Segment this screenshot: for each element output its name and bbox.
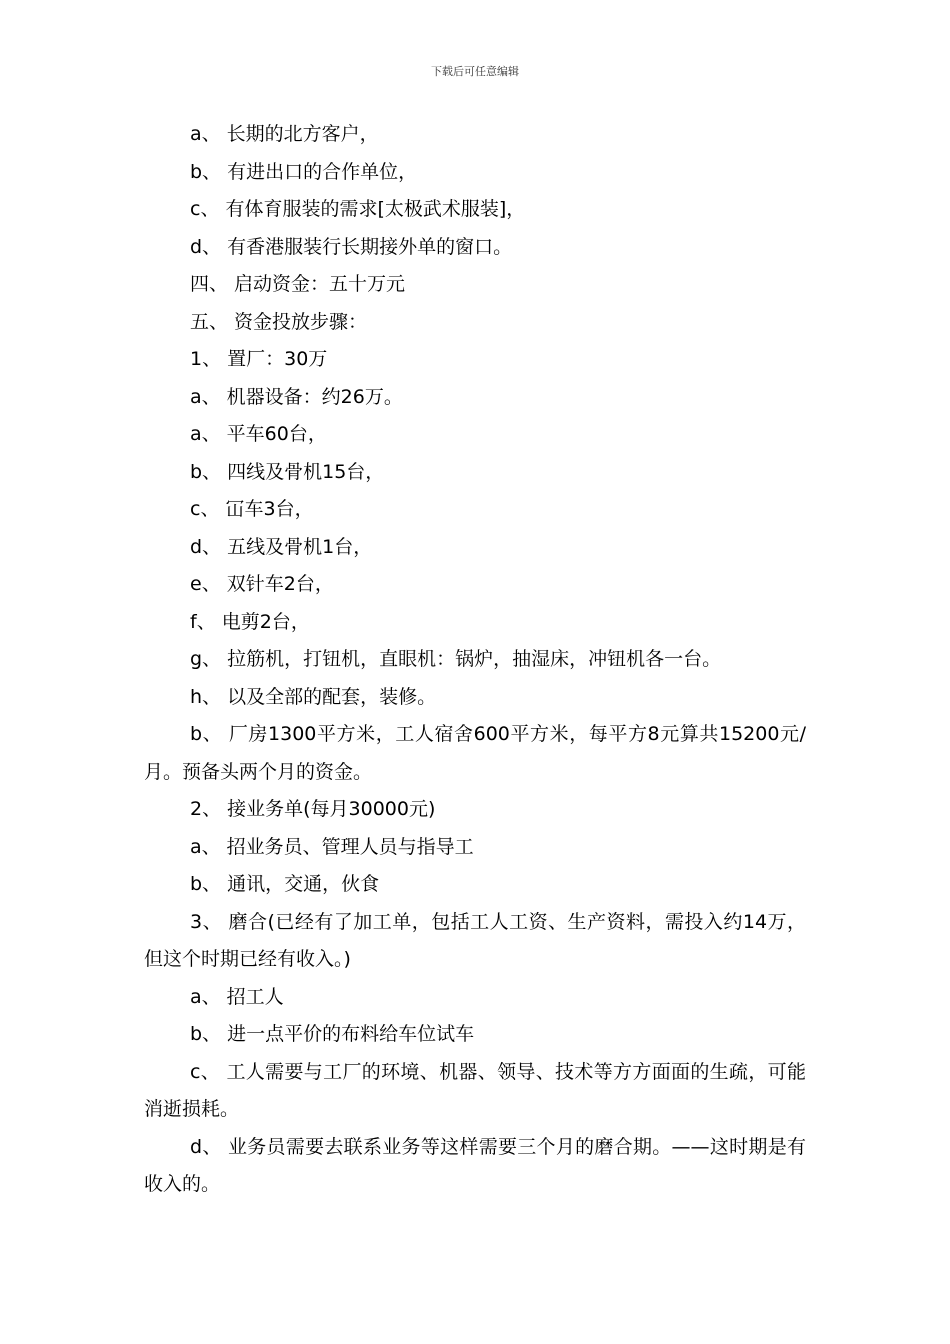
- list-item: a、 招业务员、管理人员与指导工: [190, 835, 474, 858]
- list-item: g、 拉筋机，打钮机，直眼机：锅炉，抽湿床，冲钮机各一台。: [190, 648, 722, 670]
- list-item: b、 四线及骨机15台，: [190, 460, 385, 483]
- list-item: d、 有香港服装行长期接外单的窗口。: [190, 235, 513, 258]
- section-heading: 四、 启动资金：五十万元: [190, 273, 406, 295]
- list-item: a、 机器设备：约26万。: [190, 385, 403, 408]
- list-item: c、 有体育服装的需求[太极武术服装]，: [190, 198, 526, 220]
- document-body: [144, 116, 806, 1204]
- list-item: 1、 置厂：30万: [190, 348, 328, 370]
- section-heading: 五、 资金投放步骤：: [190, 310, 368, 333]
- list-item: 2、 接业务单(每月30000元): [190, 798, 436, 820]
- list-item: 3、 磨合(已经有了加工单，包括工人工资、生产资料，需投入约14万，但这个时期已经有收入。): [144, 910, 806, 970]
- list-item: h、 以及全部的配套，装修。: [190, 685, 437, 708]
- list-item: d、 五线及骨机1台，: [190, 535, 373, 558]
- list-item: a、 平车60台，: [190, 423, 327, 445]
- list-item: d、 业务员需要去联系业务等这样需要三个月的磨合期。——这时期是有收入的。: [144, 1135, 806, 1195]
- list-item: c、 冚车3台，: [190, 498, 314, 520]
- list-item: f、 电剪2台，: [190, 610, 310, 633]
- list-item: c、 工人需要与工厂的环境、机器、领导、技术等方方面面的生疏，可能消逝损耗。: [144, 1060, 806, 1120]
- page-header-note: 下载后可任意编辑: [431, 65, 519, 78]
- list-item: a、 长期的北方客户，: [190, 123, 379, 145]
- list-item: b、 厂房1300平方米，工人宿舍600平方米，每平方8元算共15200元/月。预备头两个月的资金。: [144, 723, 806, 783]
- list-item: b、 进一点平价的布料给车位试车: [190, 1023, 475, 1045]
- list-item: b、 通讯，交通，伙食: [190, 873, 380, 895]
- list-item: a、 招工人: [190, 985, 284, 1008]
- list-item: b、 有进出口的合作单位，: [190, 160, 418, 183]
- list-item: e、 双针车2台，: [190, 573, 334, 595]
